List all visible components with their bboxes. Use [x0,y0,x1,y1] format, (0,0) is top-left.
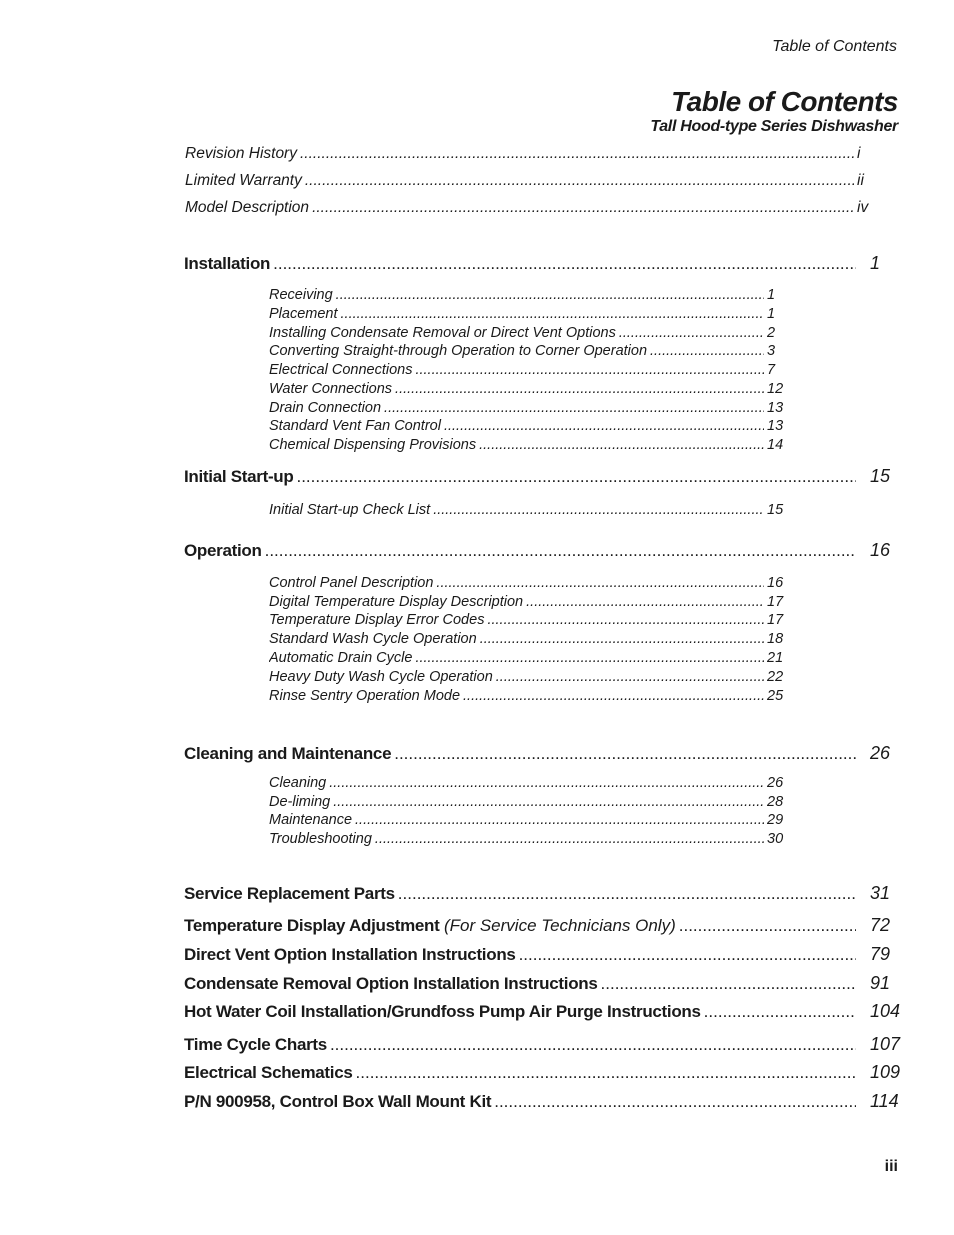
toc-subentry-maintenance[interactable] [269,812,785,828]
toc-section-cleaning-maintenance[interactable] [184,743,904,764]
toc-entry-label: Limited Warranty [185,172,302,189]
dot-leader [336,287,764,303]
dot-leader [394,744,856,764]
dot-leader [480,631,764,647]
toc-subentry-page: 13 [767,400,784,416]
toc-subentry-page: 29 [767,812,784,828]
toc-entry-model-description[interactable] [185,199,871,217]
dot-leader [487,612,764,628]
toc-subentry-de-liming[interactable] [269,794,785,810]
dot-leader [355,812,764,828]
dot-leader [384,400,764,416]
toc-section-label: Service Replacement Parts [184,884,395,903]
toc-subentry-error-codes[interactable] [269,612,785,628]
dot-leader [398,884,856,904]
running-header: Table of Contents [772,38,897,55]
toc-subentry-page: 28 [767,794,784,810]
toc-subentry-page: 16 [767,575,784,591]
dot-leader [415,362,764,378]
toc-subentry-label: Heavy Duty Wash Cycle Operation [269,669,493,685]
toc-subentry-label: De-liming [269,794,331,810]
toc-section-page: 16 [870,540,891,560]
toc-section-operation[interactable] [184,540,904,561]
dot-leader [300,145,854,163]
toc-subentry-label: Cleaning [269,775,327,791]
toc-section-hot-water-coil[interactable] [184,1001,904,1022]
toc-subentry-temperature-display[interactable] [269,594,785,610]
toc-subentry-automatic-drain-cycle[interactable] [269,650,785,666]
toc-subentry-page: 12 [767,381,784,397]
toc-subentry-label: Chemical Dispensing Provisions [269,437,477,453]
toc-subentry-page: 30 [767,831,784,847]
toc-section-installation[interactable] [184,253,904,274]
toc-section-initial-start-up[interactable] [184,466,904,487]
toc-subentry-page: 18 [767,631,784,647]
dot-leader [519,945,856,965]
toc-section-label [184,916,676,936]
dot-leader [356,1063,856,1083]
page-subtitle: Tall Hood-type Series Dishwasher [650,118,898,135]
dot-leader [375,831,764,847]
toc-entry-label: Revision History [185,145,297,162]
dot-leader [312,199,854,217]
toc-subentry-label: Digital Temperature Display Description [269,594,524,610]
toc-entry-limited-warranty[interactable] [185,172,871,190]
dot-leader [679,916,856,936]
toc-section-page: 109 [870,1062,901,1082]
toc-subentry-troubleshooting[interactable] [269,831,785,847]
dot-leader [273,254,856,274]
toc-subentry-page: 14 [767,437,784,453]
toc-subentry-label: Water Connections [269,381,393,397]
toc-subentry-water-connections[interactable] [269,381,785,397]
toc-section-temperature-display-adjustment[interactable] [184,915,904,936]
toc-section-page: 1 [870,253,881,273]
toc-subentry-standard-wash-cycle[interactable] [269,631,785,647]
toc-subentry-page: 1 [767,306,776,322]
dot-leader [463,688,764,704]
toc-subentry-drain-connection[interactable] [269,400,785,416]
toc-section-title: Temperature Display Adjustment [184,916,440,935]
toc-section-label: Installation [184,254,271,273]
toc-section-page: 114 [870,1091,899,1111]
toc-section-label: Operation [184,541,262,560]
toc-subentry-label: Rinse Sentry Operation Mode [269,688,461,704]
toc-subentry-page: 22 [767,669,784,685]
toc-subentry-label: Converting Straight-through Operation to Corner Operation [269,343,648,359]
toc-section-label: Time Cycle Charts [184,1035,327,1054]
toc-entry-page: ii [857,172,864,189]
toc-subentry-page: 15 [767,502,784,518]
toc-subentry-page: 17 [767,612,784,628]
dot-leader [601,974,856,994]
toc-subentry-vent-fan-control[interactable] [269,418,785,434]
dot-leader [329,775,764,791]
dot-leader [479,437,764,453]
toc-section-page: 91 [870,973,891,993]
toc-section-page: 104 [870,1001,901,1021]
dot-leader [526,594,764,610]
toc-subentry-label: Drain Connection [269,400,382,416]
dot-leader [333,794,764,810]
toc-subentry-label: Control Panel Description [269,575,434,591]
toc-subentry-label: Troubleshooting [269,831,372,847]
toc-subentry-start-up-check-list[interactable] [269,502,785,518]
toc-section-label: Electrical Schematics [184,1063,353,1082]
page-number: iii [884,1158,898,1175]
toc-section-direct-vent[interactable] [184,944,904,965]
toc-section-service-parts[interactable] [184,883,904,904]
toc-subentry-page: 25 [767,688,784,704]
toc-subentry-placement[interactable] [269,306,785,322]
dot-leader [436,575,764,591]
toc-subentry-page: 7 [767,362,776,378]
toc-section-page: 26 [870,743,891,763]
dot-leader [433,502,764,518]
toc-subentry-condensate-vent-options[interactable] [269,325,785,341]
toc-section-time-cycle-charts[interactable] [184,1034,904,1055]
dot-leader [444,418,764,434]
toc-subentry-page: 17 [767,594,784,610]
toc-subentry-page: 26 [767,775,784,791]
toc-subentry-label: Standard Wash Cycle Operation [269,631,477,647]
toc-subentry-page: 2 [767,325,776,341]
dot-leader [395,381,764,397]
toc-subentry-chemical-dispensing[interactable] [269,437,785,453]
toc-subentry-receiving[interactable] [269,287,785,303]
toc-subentry-label: Initial Start-up Check List [269,502,431,518]
dot-leader [265,541,856,561]
toc-subentry-rinse-sentry[interactable] [269,688,785,704]
toc-subentry-page: 13 [767,418,784,434]
toc-section-page: 15 [870,466,891,486]
toc-entry-revision-history[interactable] [185,145,871,163]
toc-subentry-label: Automatic Drain Cycle [269,650,413,666]
dot-leader [305,172,854,190]
toc-section-label: P/N 900958, Control Box Wall Mount Kit [184,1092,492,1111]
toc-section-label: Direct Vent Option Installation Instructions [184,945,516,964]
toc-section-page: 107 [870,1034,901,1054]
dot-leader [496,669,764,685]
toc-entry-page: i [857,145,861,162]
toc-subentry-page: 1 [767,287,776,303]
toc-subentry-electrical-connections[interactable] [269,362,785,378]
toc-section-condensate-removal[interactable] [184,973,904,994]
dot-leader [494,1092,856,1112]
dot-leader [341,306,764,322]
toc-subentry-page: 3 [767,343,776,359]
toc-section-page: 72 [870,915,891,935]
toc-subentry-control-panel[interactable] [269,575,785,591]
page-title: Table of Contents [671,86,898,117]
dot-leader [619,325,764,341]
toc-section-wall-mount-kit[interactable] [184,1091,904,1112]
toc-subentry-cleaning[interactable] [269,775,785,791]
dot-leader [650,343,764,359]
toc-section-label: Condensate Removal Option Installation Instructions [184,974,598,993]
toc-section-page: 31 [870,883,891,903]
dot-leader [330,1035,856,1055]
dot-leader [296,467,856,487]
toc-subentry-label: Installing Condensate Removal or Direct Vent Options [269,325,616,341]
toc-subentry-heavy-duty-wash[interactable] [269,669,785,685]
toc-subentry-label: Electrical Connections [269,362,413,378]
toc-entry-label: Model Description [185,199,310,216]
toc-section-label: Initial Start-up [184,467,294,486]
dot-leader [704,1002,856,1022]
toc-subentry-page: 21 [767,650,784,666]
toc-section-label: Cleaning and Maintenance [184,744,392,763]
toc-entry-page: iv [857,199,869,216]
toc-section-electrical-schematics[interactable] [184,1062,904,1083]
toc-section-page: 79 [870,944,891,964]
toc-subentry-label: Temperature Display Error Codes [269,612,485,628]
toc-subentry-label: Maintenance [269,812,353,828]
toc-subentry-label: Placement [269,306,338,322]
toc-section-note: (For Service Technicians Only) [443,916,676,935]
toc-subentry-converting-operation[interactable] [269,343,785,359]
dot-leader [415,650,764,666]
toc-subentry-label: Receiving [269,287,333,303]
toc-subentry-label: Standard Vent Fan Control [269,418,441,434]
toc-section-label: Hot Water Coil Installation/Grundfoss Pump Air Purge Instructions [184,1002,701,1021]
